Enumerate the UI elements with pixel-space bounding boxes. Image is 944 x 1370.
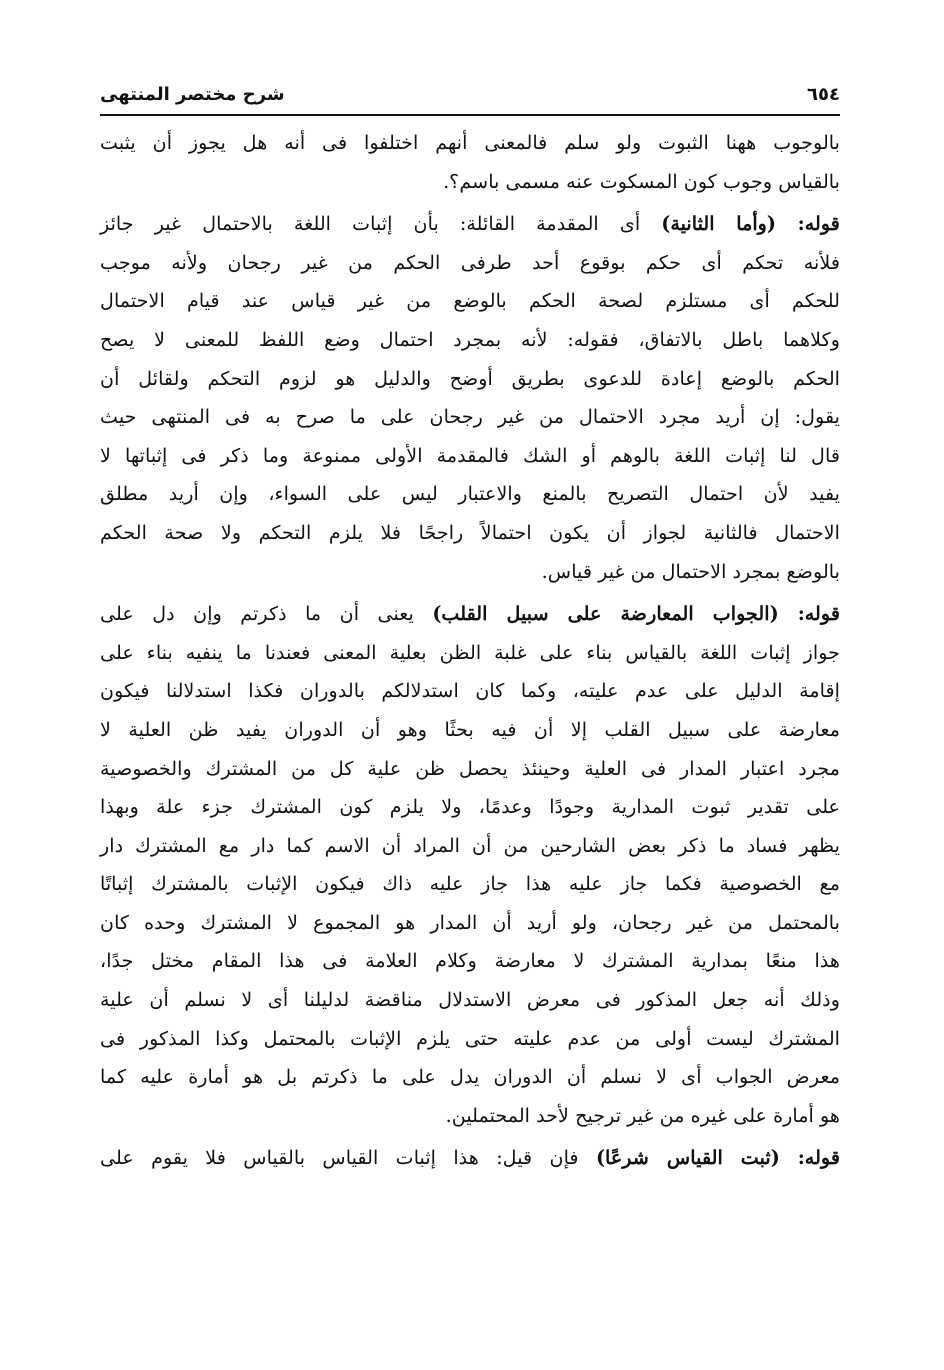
- text-line: على تقدير ثبوت المدارية وجودًا وعدمًا، ولا يلزم كون المشترك جزء علة وبهذا: [100, 795, 840, 819]
- text-run: يعنى أن ما ذكرتم وإن دل على: [100, 602, 433, 626]
- text-line: يظهر فساد ما ذكر بعض الشارحين من أن المراد أن الاسم كما دار مع المشترك دار: [100, 833, 840, 857]
- commentary-lemma: قوله: (وأما الثانية): [661, 212, 840, 236]
- text-line: معرض الجواب أى لا نسلم أن الدوران يدل على ما ذكرتم بل هو أمارة عليه كما: [100, 1065, 840, 1089]
- text-line: الحكم بالوضع إعادة للدعوى بطريق أوضح والدليل هو لزوم التحكم ولقائل أن: [100, 366, 840, 390]
- page-number: ٦٥٤: [807, 84, 840, 105]
- commentary-lemma: قوله: (ثبت القياس شرعًا): [595, 1146, 841, 1170]
- text-line: هو أمارة على غيره من غير ترجيح لأحد المحتملين.: [445, 1103, 840, 1127]
- text-line: مع الخصوصية فكما جاز عليه هذا جاز عليه ذاك فيكون الإثبات بالمشترك إثباتًا: [100, 872, 840, 896]
- text-run: أى المقدمة القائلة: بأن إثبات اللغة بالاحتمال غير جائز: [100, 212, 662, 236]
- text-line: قال لنا إثبات اللغة بالوهم أو الشك فالمقدمة الأولى ممنوعة وما ذكر فى إثباتها لا: [100, 443, 840, 467]
- text-line: فلأنه تحكم أى حكم بوقوع أحد طرفى الحكم من غير رجحان ولأنه موجب: [100, 250, 840, 274]
- paragraph-first-line: [100, 205, 840, 244]
- text-line: بالوجوب ههنا الثبوت ولو سلم فالمعنى أنهم اختلفوا فى أنه هل يجوز أن يثبت: [100, 131, 840, 154]
- text-line: المشترك ليست أولى من عدم عليته حتى يلزم الإثبات بالمحتمل وكذا المذكور فى: [100, 1026, 840, 1050]
- text-line: للحكم أى مستلزم لصحة الحكم بالوضع من غير قياس عند قيام الاحتمال: [100, 289, 840, 313]
- paragraph-first-line: [100, 595, 840, 634]
- text-line: إقامة الدليل على عدم عليته، وكما كان استدلالكم بالدوران فكذا استدلالنا فيكون: [100, 679, 840, 703]
- text-line: مجرد اعتبار المدار فى العلية وحينئذ يحصل ظن علية كل من المشترك والخصوصية: [100, 756, 840, 780]
- text-line: وكلاهما باطل بالاتفاق، فقوله: لأنه بمجرد احتمال وضع اللفظ للمعنى لا يصح: [100, 327, 840, 351]
- text-line: وذلك أنه جعل المذكور فى معرض الاستدلال مناقضة لدليلنا أى لا نسلم أن علية: [100, 988, 840, 1012]
- body-text: [100, 124, 840, 1178]
- running-title: شرح مختصر المنتهى: [100, 84, 285, 105]
- commentary-lemma: قوله: (الجواب المعارضة على سبيل القلب): [432, 602, 840, 626]
- text-line: بالقياس وجوب كون المسكوت عنه مسمى باسم؟.: [443, 169, 840, 193]
- text-line: يفيد لأن احتمال التصريح بالمنع والاعتبار ليس على السواء، وإن أريد مطلق: [100, 482, 840, 506]
- text-line: يقول: إن أريد مجرد الاحتمال من غير رجحان على ما صرح به فى المنتهى حيث: [100, 405, 840, 429]
- text-line: جواز إثبات اللغة بالقياس بناء على غلبة الظن بعلية المعنى فعندنا ما ينفيه بناء على: [100, 640, 840, 664]
- text-line: بالوضع بمجرد الاحتمال من غير قياس.: [541, 559, 840, 583]
- running-header: [100, 74, 840, 116]
- text-line: الاحتمال فالثانية لجواز أن يكون احتمالاً راجحًا فلا يلزم التحكم ولا صحة الحكم: [100, 520, 840, 544]
- paragraph-first-line: [100, 1139, 840, 1178]
- text-line: هذا منعًا بمدارية المشترك لا معارضة وكلام العلامة فى هذا المقام مختل جدًا،: [100, 949, 840, 973]
- text-line: معارضة على سبيل القلب إلا أن فيه بحثًا وهو أن الدوران يفيد ظن العلية لا: [100, 717, 840, 741]
- text-run: فإن قيل: هذا إثبات القياس بالقياس فلا يقوم على: [100, 1146, 596, 1170]
- text-line: بالمحتمل من غير رجحان، ولو أريد أن المدار هو المجموع لا المشترك وحده كان: [100, 910, 840, 934]
